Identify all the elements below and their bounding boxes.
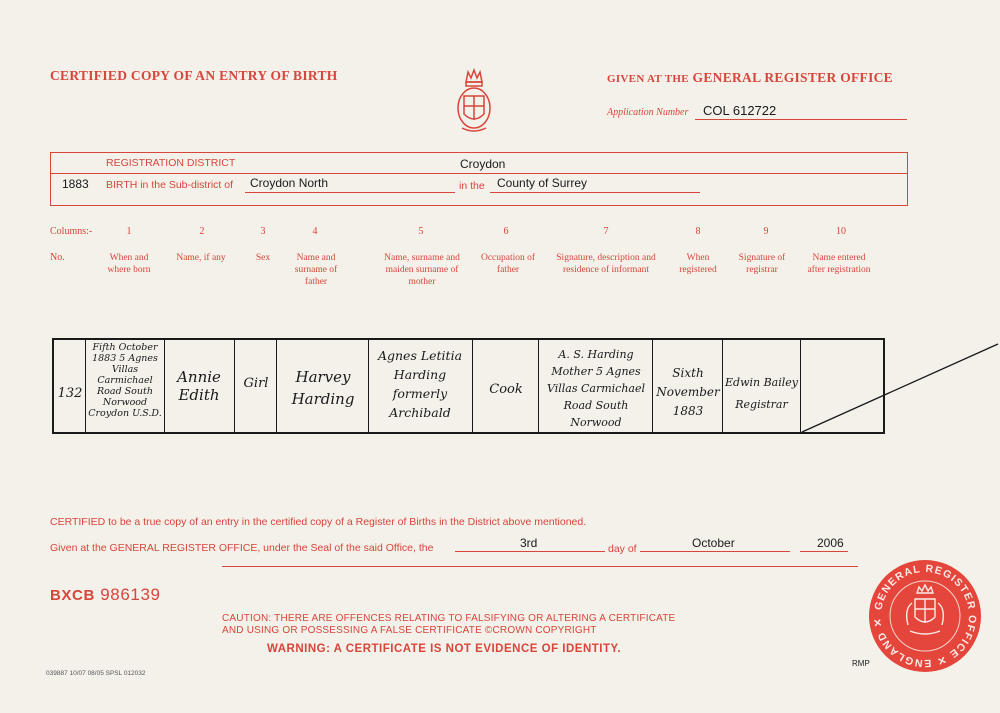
column-number: 10 bbox=[836, 226, 846, 237]
application-underline bbox=[695, 119, 907, 120]
columns-label: Columns:- bbox=[50, 226, 93, 237]
column-number: 4 bbox=[312, 226, 318, 237]
certification-year: 2006 bbox=[817, 536, 844, 550]
certificate-title: CERTIFIED COPY OF AN ENTRY OF BIRTH bbox=[50, 68, 338, 83]
column-heading: Name, surname and maiden surname of mother bbox=[384, 253, 460, 287]
column-heading: Name, if any bbox=[176, 253, 226, 263]
entry-occupation: Cook bbox=[489, 382, 523, 397]
no-label: No. bbox=[50, 252, 65, 263]
column-number: 2 bbox=[199, 226, 205, 237]
sub-district-underline bbox=[245, 192, 455, 193]
column-number: 6 bbox=[503, 226, 509, 237]
column-heading: Signature of registrar bbox=[738, 253, 786, 275]
table-divider bbox=[722, 340, 723, 432]
sub-district-value: Croydon North bbox=[250, 176, 329, 190]
entry-mother: Agnes Letitia Harding formerly Archibald bbox=[377, 348, 463, 420]
entry-informant: A. S. Harding Mother 5 Agnes Villas Carmichael Road South Norwood bbox=[546, 348, 646, 429]
month-underline bbox=[640, 551, 790, 552]
certification-month: October bbox=[692, 536, 735, 550]
entry-registered: Sixth November 1883 bbox=[656, 366, 720, 418]
application-label: Application Number bbox=[607, 107, 689, 118]
table-divider bbox=[538, 340, 539, 432]
entry-name: Annie Edith bbox=[177, 368, 221, 404]
blank-column-strike bbox=[800, 340, 1000, 436]
entry-when-where-born: Fifth October 1883 5 Agnes Villas Carmichael Road South Norwood Croydon U.S.D. bbox=[88, 342, 162, 419]
entry-father: Harvey Harding bbox=[291, 368, 355, 408]
column-heading: Occupation of father bbox=[480, 253, 536, 275]
column-number: 3 bbox=[260, 226, 266, 237]
office-name: GENERAL REGISTER OFFICE bbox=[692, 70, 893, 85]
county-value: County of Surrey bbox=[497, 176, 588, 190]
table-divider bbox=[652, 340, 653, 432]
year-underline bbox=[800, 551, 848, 552]
registration-district-label: REGISTRATION DISTRICT bbox=[106, 157, 236, 169]
column-number: 8 bbox=[695, 226, 701, 237]
day-of-label: day of bbox=[608, 543, 637, 555]
serial-digits: 986139 bbox=[100, 585, 161, 604]
warning-notice: WARNING: A CERTIFICATE IS NOT EVIDENCE OF IDENTITY. bbox=[267, 643, 622, 655]
certification-day: 3rd bbox=[520, 536, 538, 550]
entry-number: 132 bbox=[57, 386, 83, 401]
column-heading: When and where born bbox=[107, 253, 151, 275]
serial-number bbox=[50, 585, 161, 605]
column-number: 9 bbox=[763, 226, 769, 237]
table-divider bbox=[368, 340, 369, 432]
column-heading: Name entered after registration bbox=[807, 253, 871, 275]
column-number: 5 bbox=[418, 226, 424, 237]
certification-statement: CERTIFIED to be a true copy of an entry in the certified copy of a Register of Births in the District above mentioned. bbox=[50, 516, 587, 528]
table-divider bbox=[472, 340, 473, 432]
royal-crest-icon bbox=[454, 66, 494, 136]
table-divider bbox=[164, 340, 165, 432]
given-prefix: GIVEN AT THE bbox=[607, 73, 689, 85]
county-underline bbox=[490, 192, 700, 193]
table-divider bbox=[85, 340, 86, 432]
form-code: 039887 10/07 08/05 SPSL 012032 bbox=[46, 670, 146, 677]
rmp-mark: RMP bbox=[852, 659, 870, 668]
table-divider bbox=[276, 340, 277, 432]
column-heading: When registered bbox=[679, 253, 717, 275]
caution-line: AND USING OR POSSESSING A FALSE CERTIFICATE ©CROWN COPYRIGHT bbox=[222, 625, 597, 636]
caution-notice bbox=[222, 613, 675, 637]
serial-prefix: BXCB bbox=[50, 587, 95, 604]
given-at-statement: Given at the GENERAL REGISTER OFFICE, under the Seal of the said Office, the bbox=[50, 542, 434, 554]
entry-registrar: Edwin Bailey Registrar bbox=[725, 376, 798, 411]
signature-line bbox=[222, 566, 858, 567]
county-label: in the bbox=[459, 180, 485, 192]
column-number: 1 bbox=[126, 226, 132, 237]
table-divider bbox=[234, 340, 235, 432]
column-number: 7 bbox=[603, 226, 609, 237]
day-underline bbox=[455, 551, 605, 552]
seal-text: GENERAL REGISTER OFFICE ✕ ENGLAND ✕ bbox=[871, 562, 979, 670]
entry-sex: Girl bbox=[243, 376, 269, 391]
register-office-seal-icon bbox=[868, 559, 982, 673]
application-number: COL 612722 bbox=[703, 103, 777, 118]
column-heading: Sex bbox=[255, 253, 271, 263]
district-divider bbox=[50, 173, 908, 174]
registration-district-value: Croydon bbox=[460, 157, 506, 171]
caution-line: CAUTION: THERE ARE OFFENCES RELATING TO FALSIFYING OR ALTERING A CERTIFICATE bbox=[222, 613, 676, 624]
column-heading: Signature, description and residence of informant bbox=[556, 253, 656, 275]
office-header bbox=[607, 70, 893, 86]
entry-year: 1883 bbox=[62, 177, 89, 191]
sub-district-label: BIRTH in the Sub-district of bbox=[106, 179, 234, 191]
column-heading: Name and surname of father bbox=[294, 253, 338, 287]
